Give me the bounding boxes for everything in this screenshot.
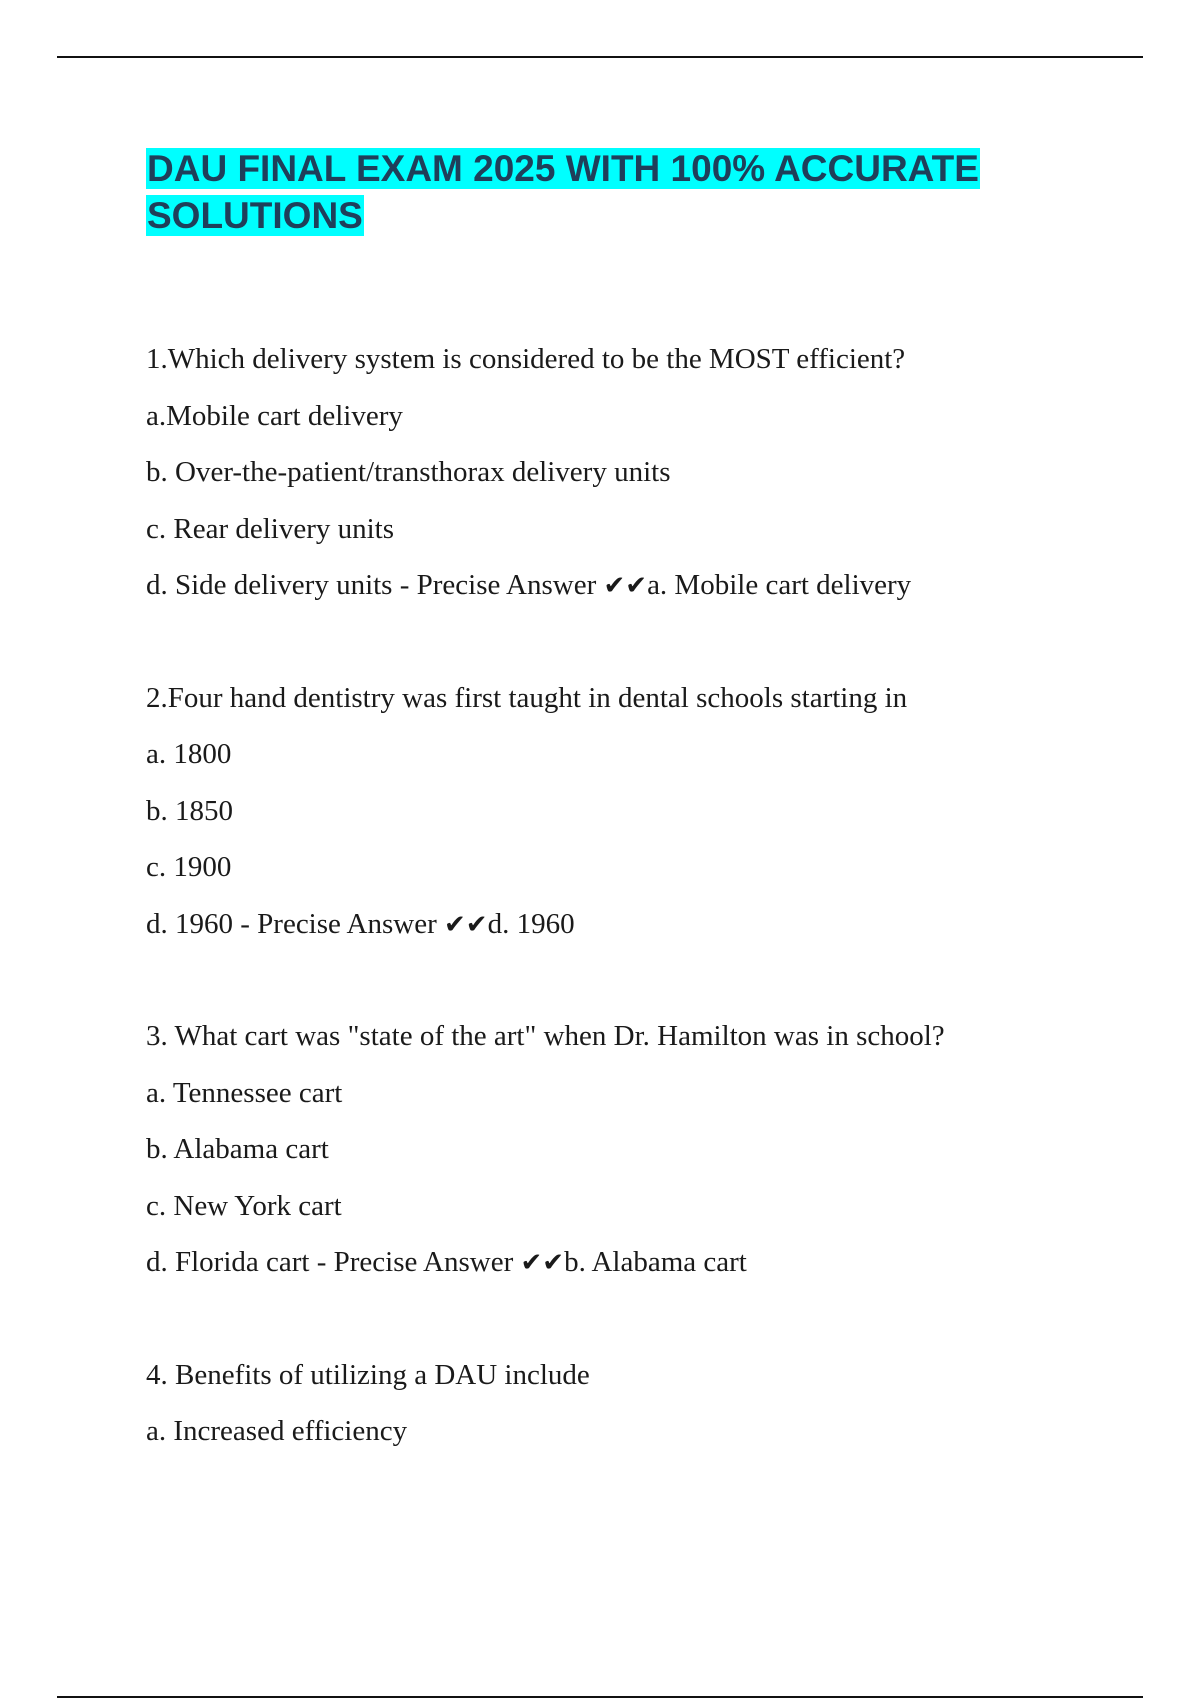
question-prompt: 3. What cart was "state of the art" when Dr. Hamilton was in school? — [146, 1020, 945, 1052]
option-c: c. 1900 — [146, 851, 232, 883]
check-mark-icon: ✔✔ — [444, 909, 488, 940]
exam-content — [146, 331, 1106, 1516]
check-mark-icon: ✔✔ — [520, 1248, 565, 1278]
option-b: b. Over-the-patient/transthorax delivery units — [146, 456, 671, 488]
option-c: c. Rear delivery units — [146, 512, 395, 545]
option-d: d. Side delivery units - Precise Answer — [146, 569, 604, 601]
question-prompt: 1.Which delivery system is considered to be the MOST efficient? — [146, 343, 906, 375]
option-b: b. 1850 — [146, 794, 233, 827]
question-4 — [146, 1347, 1106, 1460]
answer-text: d. 1960 — [487, 907, 575, 940]
check-mark-icon: ✔✔ — [603, 571, 648, 601]
option-c: c. New York cart — [146, 1189, 342, 1222]
option-a: a. Tennessee cart — [146, 1076, 343, 1109]
question-prompt: 2.Four hand dentistry was first taught in dental schools starting in — [146, 681, 908, 714]
option-d: d. 1960 - Precise Answer — [146, 907, 445, 940]
page-title — [146, 145, 1086, 239]
answer-text: a. Mobile cart delivery — [647, 569, 912, 601]
title-highlight: DAU FINAL EXAM 2025 WITH 100% ACCURATE SOLUTIONS — [147, 148, 979, 236]
option-d: d. Florida cart - Precise Answer — [146, 1246, 521, 1278]
question-3 — [146, 1008, 1106, 1291]
top-rule — [57, 56, 1143, 58]
answer-text: b. Alabama cart — [564, 1246, 747, 1278]
option-d-with-answer — [146, 1234, 1106, 1291]
option-a: a. Increased efficiency — [146, 1415, 408, 1447]
option-a: a. 1800 — [146, 738, 232, 770]
option-d-with-answer — [146, 896, 1106, 953]
option-b: b. Alabama cart — [146, 1133, 329, 1165]
bottom-rule — [57, 1696, 1143, 1698]
option-a: a.Mobile cart delivery — [146, 399, 403, 432]
question-2 — [146, 670, 1106, 953]
question-1 — [146, 331, 1106, 614]
question-prompt: 4. Benefits of utilizing a DAU include — [146, 1358, 590, 1391]
option-d-with-answer — [146, 557, 1106, 614]
